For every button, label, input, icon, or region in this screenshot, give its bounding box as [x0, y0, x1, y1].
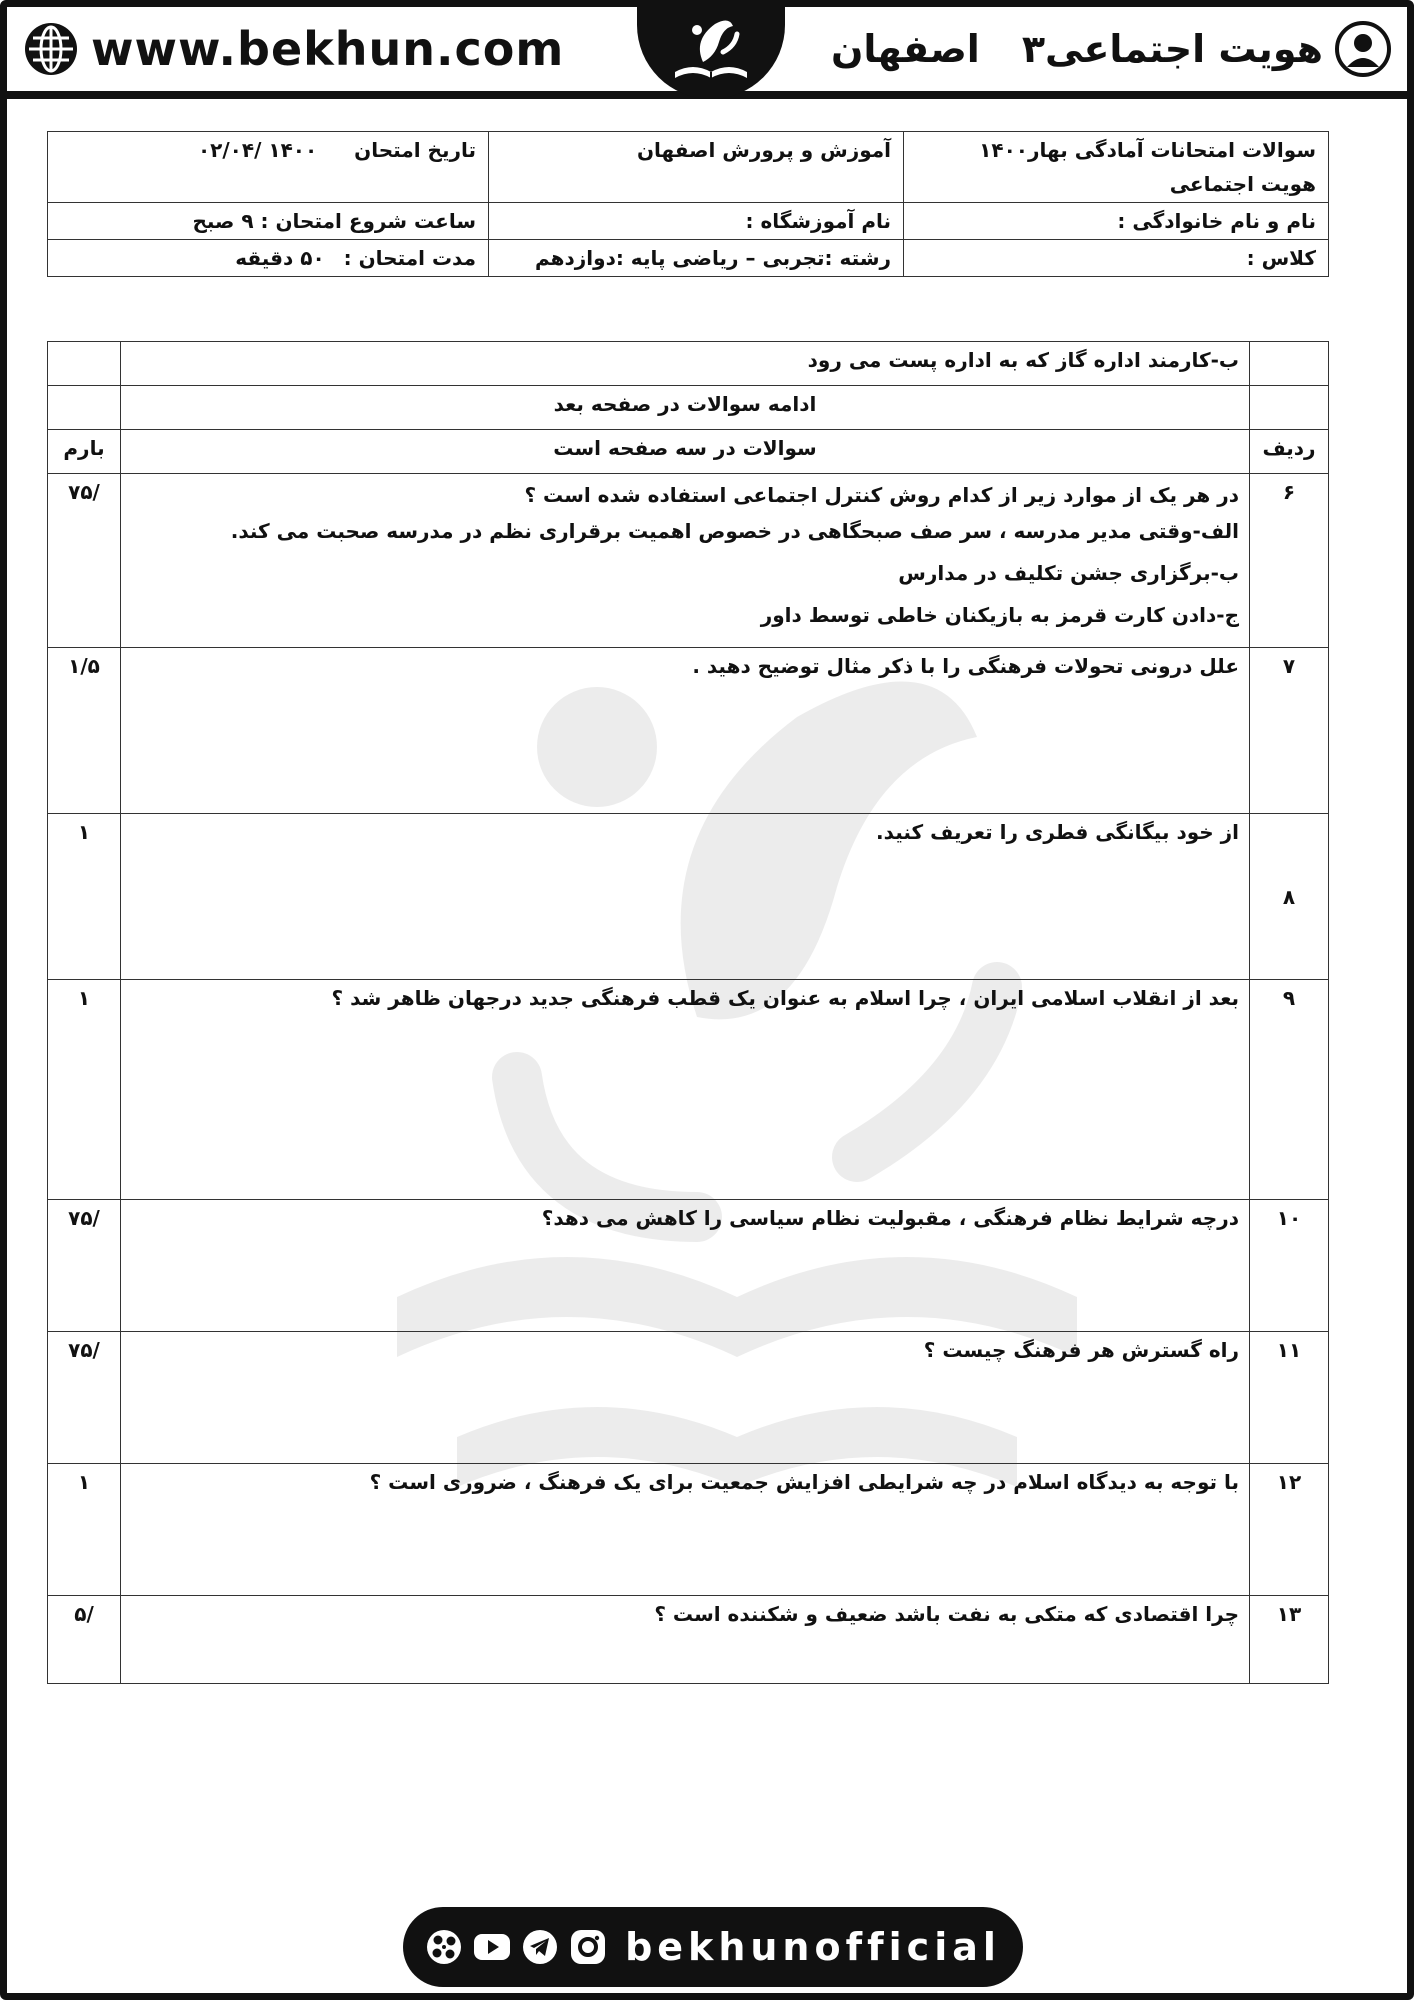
student-name-field[interactable]: نام و نام خانوادگی : [904, 203, 1329, 240]
question-number: ۱۰ [1250, 1200, 1329, 1332]
aparat-icon[interactable] [425, 1928, 463, 1966]
question-score: ۱ [48, 980, 121, 1200]
question-text: علل درونی تحولات فرهنگی را با ذکر مثال توضیح دهید . [121, 648, 1250, 814]
field-grade: رشته :تجربی – ریاضی پایه :دوازدهم [489, 240, 904, 277]
question-score: ۱/۵ [48, 648, 121, 814]
question-text: درچه شرایط نظام فرهنگی ، مقبولیت نظام سیاسی را کاهش می دهد؟ [121, 1200, 1250, 1332]
question-row [48, 648, 1329, 814]
empty-cell [48, 342, 121, 386]
exam-date-label: تاریخ امتحان [354, 138, 476, 162]
col-header-score: بارم [48, 430, 121, 474]
question-text: بعد از انقلاب اسلامی ایران ، چرا اسلام به عنوان یک قطب فرهنگی جدید درجهان ظاهر شد ؟ [121, 980, 1250, 1200]
exam-start-time: ساعت شروع امتحان : ۹ صبح [48, 203, 489, 240]
class-field[interactable]: کلاس : [904, 240, 1329, 277]
question-score: /۵ [48, 1596, 121, 1684]
table-row [48, 386, 1329, 430]
youtube-icon[interactable] [473, 1928, 511, 1966]
exam-duration-label: مدت امتحان : [343, 246, 476, 270]
question-text: چرا اقتصادی که متکی به نفت باشد ضعیف و شکننده است ؟ [121, 1596, 1250, 1684]
globe-icon [23, 21, 79, 77]
header-row [48, 430, 1329, 474]
info-cell [48, 240, 489, 277]
question-text: با توجه به دیدگاه اسلام در چه شرایطی افزایش جمعیت برای یک فرهنگ ، ضروری است ؟ [121, 1464, 1250, 1596]
question-score: /۷۵ [48, 474, 121, 648]
info-cell [48, 132, 489, 203]
question-row [48, 474, 1329, 648]
question-number: ۶ [1250, 474, 1329, 648]
question-item: ج-دادن کارت قرمز به بازیکنان خاطی توسط داور [760, 603, 1239, 627]
carry-over-line: ب-کارمند اداره گاز که به اداره پست می رود [121, 342, 1250, 386]
site-link[interactable] [23, 21, 564, 77]
info-row [48, 203, 1329, 240]
empty-cell [48, 386, 121, 430]
instagram-icon[interactable] [569, 1928, 607, 1966]
question-number: ۱۳ [1250, 1596, 1329, 1684]
brand-logo [637, 5, 785, 99]
exam-subject: هویت اجتماعی [1169, 172, 1316, 196]
question-row [48, 1332, 1329, 1464]
info-row [48, 240, 1329, 277]
question-number: ۱۱ [1250, 1332, 1329, 1464]
question-number: ۷ [1250, 648, 1329, 814]
questions-table [47, 341, 1329, 1684]
table-row [48, 342, 1329, 386]
question-item: الف-وقتی مدیر مدرسه ، سر صف صبحگاهی در خصوص اهمیت برقراری نظم در مدرسه صحبت می کند. [230, 519, 1239, 543]
col-header-row: ردیف [1250, 430, 1329, 474]
page-header [7, 7, 1407, 99]
question-cell [121, 474, 1250, 648]
book-logo-icon [663, 12, 759, 92]
social-footer [403, 1907, 1023, 1987]
question-score: ۱ [48, 1464, 121, 1596]
question-score: ۱ [48, 814, 121, 980]
exam-date: ۱۴۰۰ /۰۲/۰۴ [197, 138, 318, 162]
subject-title: هویت اجتماعی۳ [1021, 27, 1323, 71]
col-header-pages: سوالات در سه صفحه است [121, 430, 1250, 474]
question-row [48, 1200, 1329, 1332]
school-name-field[interactable]: نام آموزشگاه : [489, 203, 904, 240]
info-cell [904, 132, 1329, 203]
city-title: اصفهان [830, 27, 980, 71]
site-url: www.bekhun.com [91, 22, 565, 76]
telegram-icon[interactable] [521, 1928, 559, 1966]
exam-info-table [47, 131, 1329, 277]
question-text: در هر یک از موارد زیر از کدام روش کنترل اجتماعی استفاده شده است ؟ [524, 483, 1239, 507]
question-row [48, 814, 1329, 980]
info-cell: آموزش و پرورش اصفهان [489, 132, 904, 203]
empty-cell [1250, 342, 1329, 386]
info-row [48, 132, 1329, 203]
question-score: /۷۵ [48, 1332, 121, 1464]
question-text: راه گسترش هر فرهنگ چیست ؟ [121, 1332, 1250, 1464]
exam-duration: ۵۰ دقیقه [235, 246, 325, 270]
exam-series: سوالات امتحانات آمادگی بهار۱۴۰۰ [979, 138, 1316, 162]
question-text: از خود بیگانگی فطری را تعریف کنید. [121, 814, 1250, 980]
question-score: /۷۵ [48, 1200, 121, 1332]
question-item: ب-برگزاری جشن تکلیف در مدارس [898, 561, 1239, 585]
question-row [48, 980, 1329, 1200]
question-number: ۱۲ [1250, 1464, 1329, 1596]
user-icon [1335, 21, 1391, 77]
question-number: ۹ [1250, 980, 1329, 1200]
social-handle[interactable]: bekhunofficial [625, 1925, 1001, 1969]
header-title [831, 19, 1391, 79]
question-row [48, 1464, 1329, 1596]
continue-note: ادامه سوالات در صفحه بعد [121, 386, 1250, 430]
question-row [48, 1596, 1329, 1684]
empty-cell [1250, 386, 1329, 430]
question-number: ۸ [1250, 814, 1329, 980]
